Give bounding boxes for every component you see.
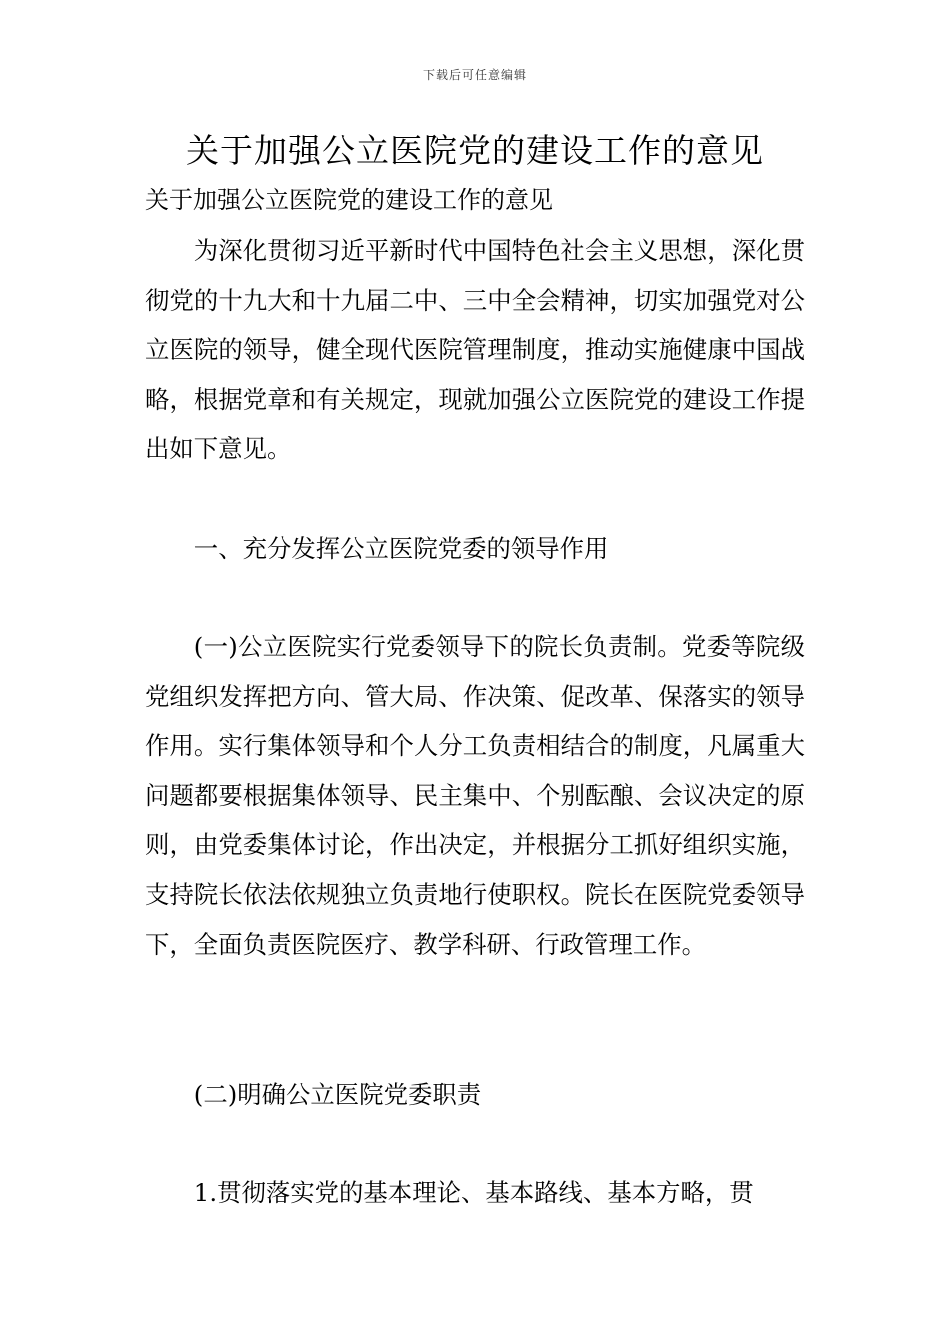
section-heading-2: (二)明确公立医院党委职责 xyxy=(193,1080,482,1109)
section-heading-1: 一、充分发挥公立医院党委的领导作用 xyxy=(193,534,609,563)
document-subtitle: 关于加强公立医院党的建设工作的意见 xyxy=(145,186,553,214)
page-title: 关于加强公立医院党的建设工作的意见 xyxy=(186,131,764,170)
header-note: 下载后可任意编辑 xyxy=(422,68,527,82)
paragraph-intro: 为深化贯彻习近平新时代中国特色社会主义思想，深化贯彻党的十九大和十九届二中、三中全会精神，切实加强党对公立医院的领导，健全现代医院管理制度，推动实施健康中国战略，根据党章和有关规定，现就加强公立医院党的建设工作提出如下意见。 xyxy=(145,236,805,464)
paragraph-item-2-1: 1.贯彻落实党的基本理论、基本路线、基本方略，贯 xyxy=(193,1178,754,1207)
paragraph-item-1: (一)公立医院实行党委领导下的院长负责制。党委等院级党组织发挥把方向、管大局、作决策、促改革、保落实的领导作用。实行集体领导和个人分工负责相结合的制度，凡属重大问题都要根据集体领导、民主集中、个别酝酿、会议决定的原则，由党委集体讨论，作出决定，并根据分工抓好组织实施，支持院长依法依规独立负责地行使职权。院长在医院党委领导下，全面负责医院医疗、教学科研、行政管理工作。 xyxy=(145,632,805,959)
